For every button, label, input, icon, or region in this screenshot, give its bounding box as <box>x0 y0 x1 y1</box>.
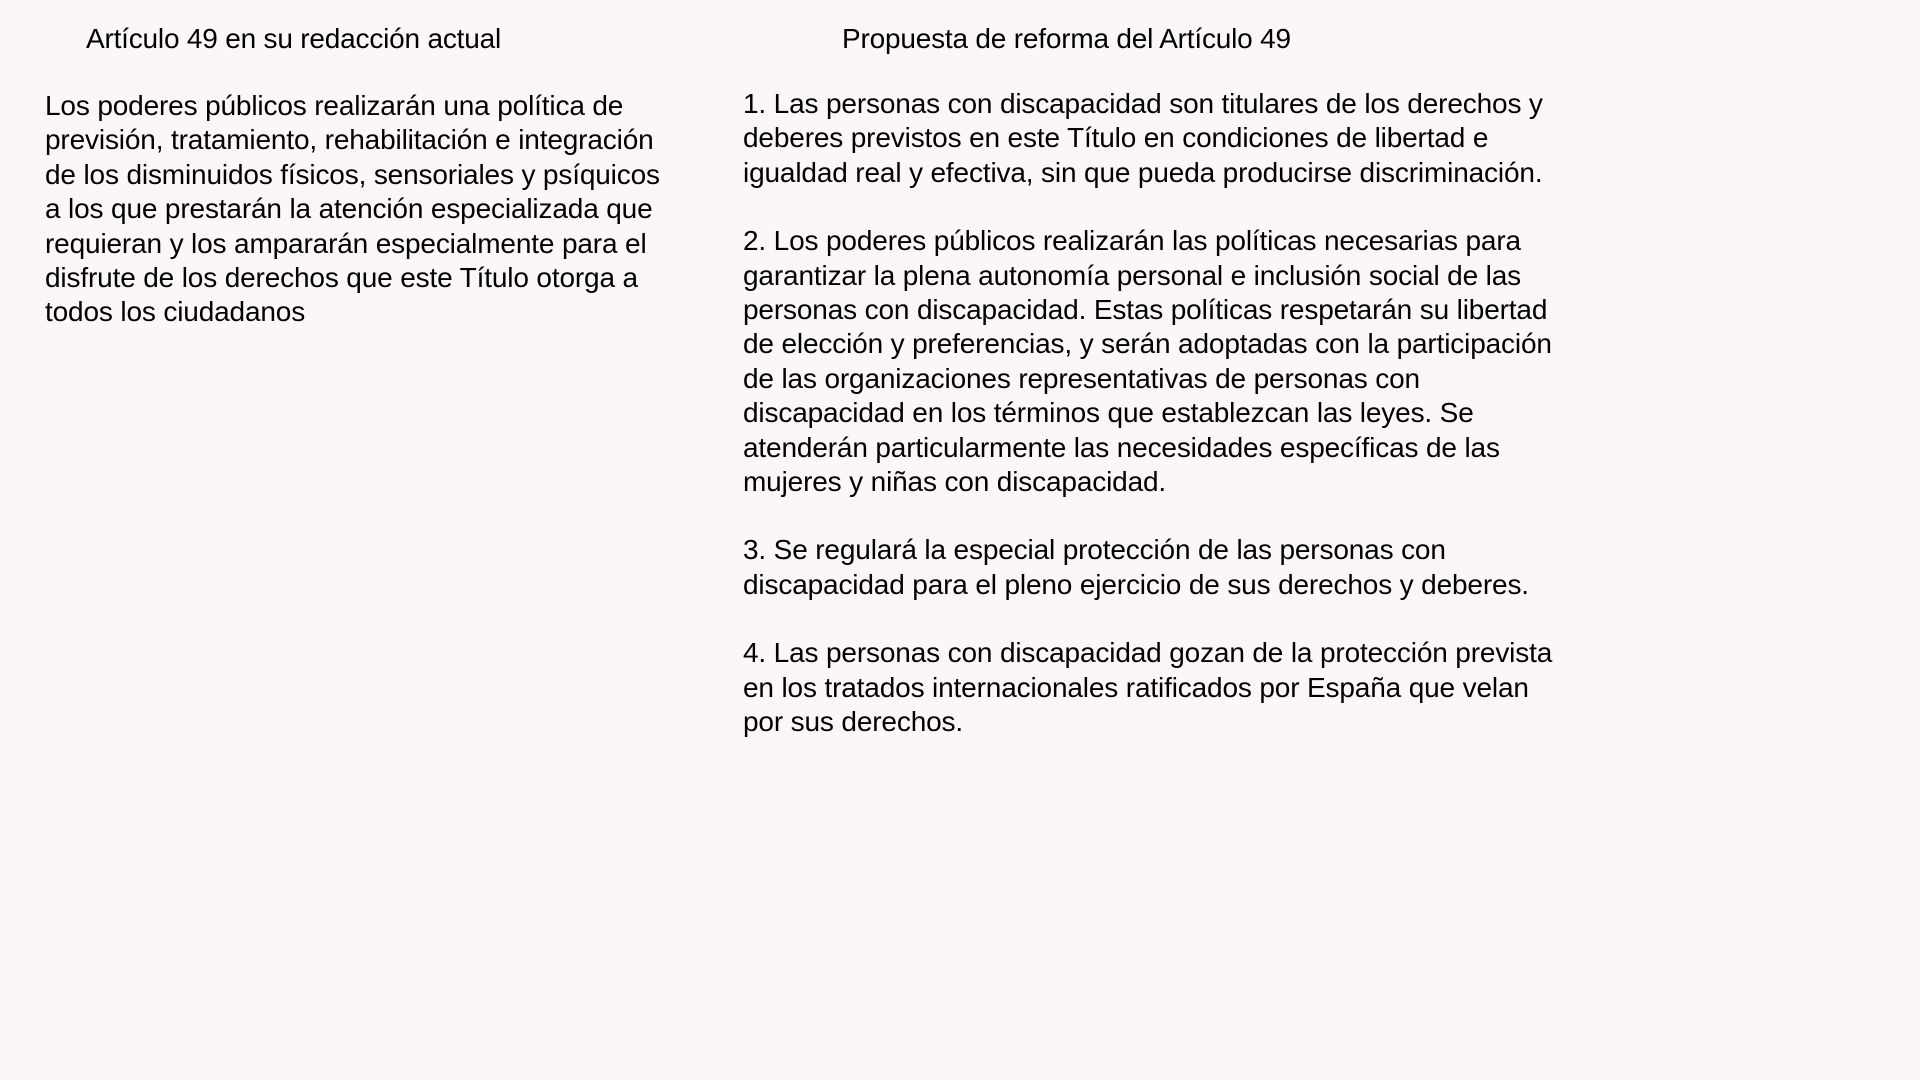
proposal-paragraph-3: 3. Se regulará la especial protección de las personas con discapacidad para el pleno ejercicio de sus derechos y deberes. <box>743 534 1529 600</box>
proposal-column <box>743 87 1553 774</box>
current-article-text: Los poderes públicos realizarán una política de previsión, tratamiento, rehabilitación e integración de los disminuidos físicos, sensoriales y psíquicos a los que prestarán la atención especializada que requieran y los ampararán especialmente para el disfrute de los derechos que este Título otorga a todos los ciudadanos <box>45 90 660 328</box>
current-article-heading: Artículo 49 en su redacción actual <box>86 23 502 54</box>
proposal-paragraph-4: 4. Las personas con discapacidad gozan de la protección prevista en los tratados internacionales ratificados por España que velan por sus derechos. <box>743 637 1553 738</box>
proposal-paragraph-2: 2. Los poderes públicos realizarán las políticas necesarias para garantizar la plena autonomía personal e inclusión social de las personas con discapacidad. Estas políticas respetarán su libertad de elección y preferencias, y serán adoptadas con la participación de las organizaciones representativas de personas con discapacidad en los términos que establezcan las leyes. Se atenderán particularmente las necesidades específicas de las mujeres y niñas con discapacidad. <box>743 225 1552 498</box>
current-article-column <box>45 89 675 364</box>
proposal-heading: Propuesta de reforma del Artículo 49 <box>842 23 1291 54</box>
proposal-paragraph-1: 1. Las personas con discapacidad son titulares de los derechos y deberes previstos en este Título en condiciones de libertad e igualdad real y efectiva, sin que pueda producirse discriminación. <box>743 88 1543 188</box>
